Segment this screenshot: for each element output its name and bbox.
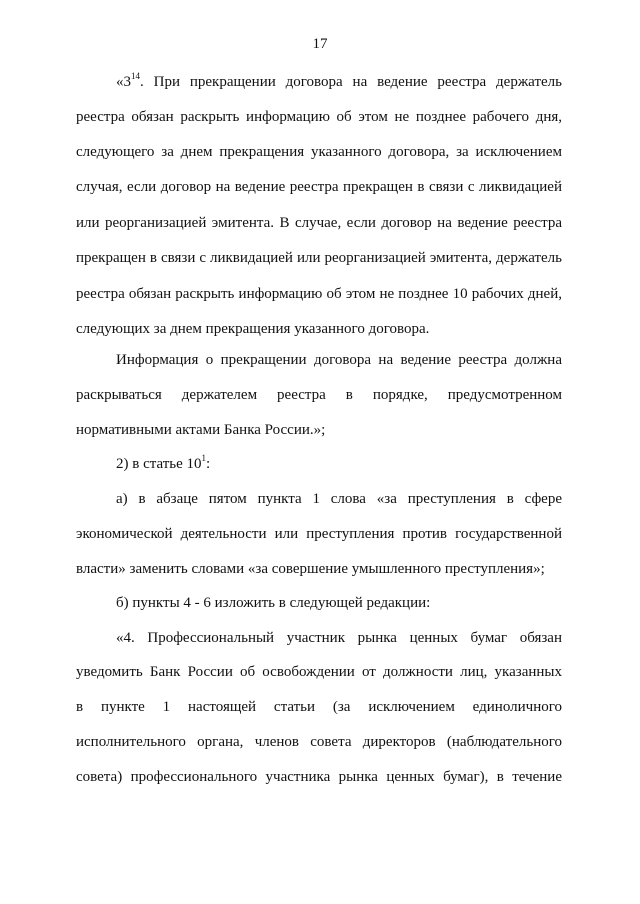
text-line: следующего за днем прекращения указанного договора, за исключением [76,144,562,160]
text-line: а) в абзаце пятом пункта 1 слова «за преступления в сфере [116,491,562,507]
text-line: б) пункты 4 - 6 изложить в следующей редакции: [116,595,431,611]
text-line: прекращен в связи с ликвидацией или реорганизацией эмитента, держатель [76,250,562,266]
text-line: или реорганизацией эмитента. В случае, если договор на ведение реестра [76,215,562,231]
text-line: реестра обязан раскрыть информацию об этом не позднее 10 рабочих дней, [76,286,562,302]
text-line: раскрываться держателем реестра в порядке, предусмотренном [76,387,562,403]
text-line: «4. Профессиональный участник рынка ценных бумаг обязан [116,630,562,646]
text-line: «$3^{14}$. При прекращении договора на ведение реестра держатель [116,71,562,90]
text-line: совета) профессионального участника рынка ценных бумаг), в течение [76,769,562,785]
text-line: реестра обязан раскрыть информацию об этом не позднее рабочего дня, [76,109,562,125]
text-line: Информация о прекращении договора на ведение реестра должна [116,352,562,368]
text-line: исполнительного органа, членов совета директоров (наблюдательного [76,734,562,750]
text-line: уведомить Банк России об освобождении от должности лиц, указанных [76,664,562,680]
text-line: случая, если договор на ведение реестра прекращен в связи с ликвидацией [76,179,562,195]
text-line: следующих за днем прекращения указанного договора. [76,321,430,337]
text-line: 2) в статье $10^1$: [116,453,211,472]
text-line: в пункте 1 настоящей статьи (за исключением единоличного [76,699,562,715]
page-number: 17 [312,36,328,52]
text-line: экономической деятельности или преступления против государственной [76,526,562,542]
text-line: власти» заменить словами «за совершение умышленного преступления»; [76,561,545,577]
text-line: нормативными актами Банка России.»; [76,422,326,438]
